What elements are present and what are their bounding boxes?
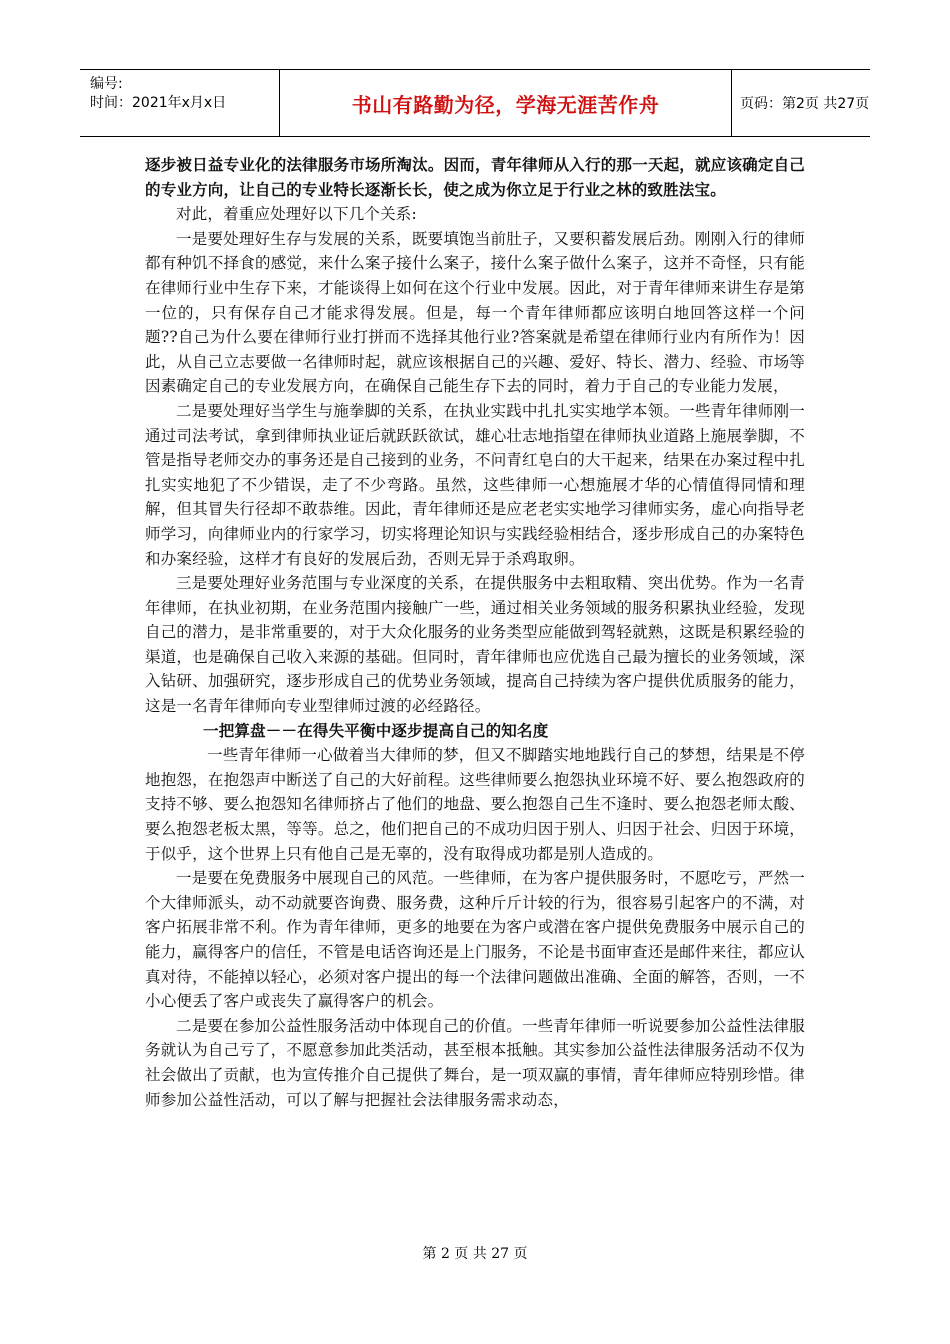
body-paragraph: 一是要在免费服务中展现自己的风范。一些律师，在为客户提供服务时，不愿吃亏，严然一个大律师派头，动不动就要咨询费、服务费，这种斤斤计较的行为，很容易引起客户的不满，对客户拓展非常不利。作为青年律师，更多的地要在为客户或潜在客户提供免费服务中展示自己的能力，赢得客户的信任，不管是电话咨询还是上门服务，不论是书面审查还是邮件来往，都应认真对待，不能掉以轻心，必须对客户提出的每一个法律问题做出准确、全面的解答，否则，一不小心便丢了客户或丧失了赢得客户的机会。 xyxy=(145,869,805,1011)
header-page-cell xyxy=(732,70,870,136)
document-date-label: 时间：2021年x月x日 xyxy=(90,95,227,111)
header-motto-cell xyxy=(280,70,732,136)
page-footer: 第 2 页 共 27 页 xyxy=(422,1246,528,1262)
document-number-label: 编号: xyxy=(90,76,123,92)
header-motto: 书山有路勤为径，学海无涯苦作舟 xyxy=(351,92,660,117)
body-paragraph: 二是要在参加公益性服务活动中体现自己的价值。一些青年律师一听说要参加公益性法律服务就认为自己亏了，不愿意参加此类活动，甚至根本抵触。其实参加公益性法律服务活动不仅为社会做出了贡献，也为宣传推介自己提供了舞台，是一项双赢的事情，青年律师应特别珍惜。律师参加公益性活动，可以了解与把握社会法律服务需求动态， xyxy=(145,1016,805,1109)
body-paragraph-continuation: 逐步被日益专业化的法律服务市场所淘汰。因而，青年律师从入行的那一天起，就应该确定自己的专业方向，让自己的专业特长逐渐长长，使之成为你立足于行业之林的致胜法宝。 xyxy=(145,155,805,199)
body-paragraph: 三是要处理好业务范围与专业深度的关系，在提供服务中去粗取精、突出优势。作为一名青年律师，在执业初期，在业务范围内接触广一些，通过相关业务领域的服务积累执业经验，发现自己的潜力，是非常重要的，对于大众化服务的业务类型应能做到驾轻就熟，这既是积累经验的渠道，也是确保自己收入来源的基础。但同时，青年律师也应优选自己最为擅长的业务领域，深入钻研、加强研究，逐步形成自己的优势业务领域，提高自己持续为客户提供优质服务的能力，这是一名青年律师向专业型律师过渡的必经路径。 xyxy=(145,574,805,716)
body-paragraph: 一些青年律师一心做着当大律师的梦，但又不脚踏实地地践行自己的梦想，结果是不停地抱怨，在抱怨声中断送了自己的大好前程。这些律师要么抱怨执业环境不好、要么抱怨政府的支持不够、要么抱怨知名律师挤占了他们的地盘、要么抱怨自己生不逢时、要么抱怨老师太酸、要么抱怨老板太黑，等等。总之，他们把自己的不成功归因于别人、归因于社会、归因于环境，于似乎，这个世界上只有他自己是无辜的，没有取得成功都是别人造成的。 xyxy=(145,746,805,863)
header-page-info: 页码：第2页 共27页 xyxy=(740,96,870,112)
page-header xyxy=(80,69,870,137)
header-meta-cell xyxy=(80,70,280,136)
body-paragraph: 一是要处理好生存与发展的关系，既要填饱当前肚子，又要积蓄发展后劲。刚刚入行的律师都有种饥不择食的感觉，来什么案子接什么案子，接什么案子做什么案子，这并不奇怪，只有能在律师行业中生存下来，才能谈得上如何在这个行业中发展。因此，对于青年律师来讲生存是第一位的，只有保存自己才能求得发展。但是，每一个青年律师都应该明白地回答这样一个问题??自己为什么要在律师行业打拼而不选择其他行业?答案就是希望在律师行业内有所作为！因此，从自己立志要做一名律师时起，就应该根据自己的兴趣、爱好、特长、潜力、经验、市场等因素确定自己的专业发展方向，在确保自己能生存下去的同时，着力于自己的专业能力发展， xyxy=(145,229,805,396)
body-paragraph: 对此，着重应处理好以下几个关系: xyxy=(176,205,417,224)
section-heading: 一把算盘－－在得失平衡中逐步提高自己的知名度 xyxy=(203,720,549,740)
document-body xyxy=(145,153,805,1112)
body-paragraph: 二是要处理好当学生与施拳脚的关系，在执业实践中扎扎实实地学本领。一些青年律师刚一通过司法考试，拿到律师执业证后就跃跃欲试，雄心壮志地指望在律师执业道路上施展拳脚，不管是指导老师交办的事务还是自己接到的业务，不问青红皂白的大干起来，结果在办案过程中扎扎实实地犯了不少错误，走了不少弯路。虽然，这些律师一心想施展才华的心情值得同情和理解，但其冒失行径却不敢恭维。因此，青年律师还是应老老实实地学习律师实务，虚心向指导老师学习，向律师业内的行家学习，切实将理论知识与实践经验相结合，逐步形成自己的办案特色和办案经验，这样才有良好的发展后劲，否则无异于杀鸡取卵。 xyxy=(145,401,805,568)
